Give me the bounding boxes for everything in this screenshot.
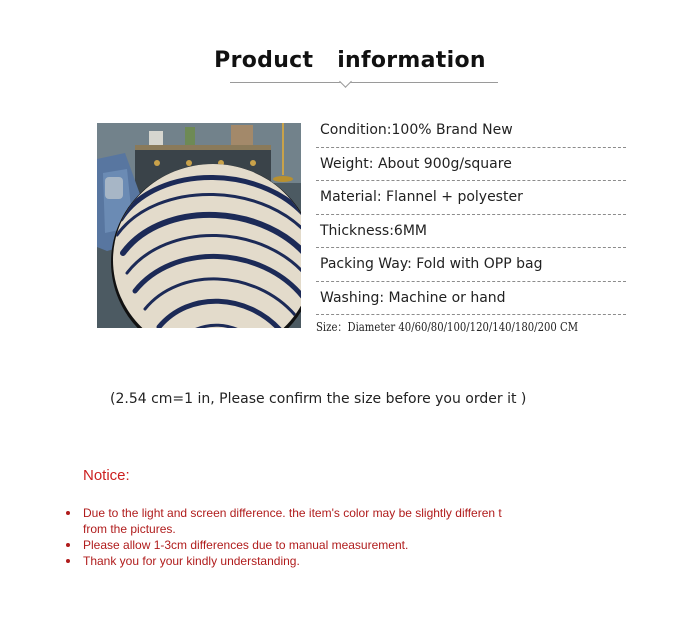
bullet-icon — [66, 559, 70, 563]
notice-list — [66, 505, 506, 569]
spec-thickness: Thickness:6MM — [316, 215, 626, 249]
page-title: Product information — [214, 48, 486, 73]
notice-item — [66, 505, 506, 537]
spec-material: Material: Flannel + polyester — [316, 181, 626, 215]
notice-item-text: Due to the light and screen difference. the item's color may be slightly differen t from the pictures. — [83, 506, 502, 536]
bullet-icon — [66, 543, 70, 547]
notice-item-text: Thank you for your kindly understanding. — [83, 554, 300, 568]
notice-item — [66, 537, 506, 553]
size-note: (2.54 cm=1 in, Please confirm the size before you order it ) — [110, 391, 527, 407]
notice-item — [66, 553, 506, 569]
bullet-icon — [66, 511, 70, 515]
notice-title: Notice: — [83, 467, 130, 484]
title-divider-notch — [339, 75, 352, 88]
notice-item-text: Please allow 1-3cm differences due to manual measurement. — [83, 538, 409, 552]
spec-size: Size：Diameter 40/60/80/100/120/140/180/200 CM — [316, 320, 579, 334]
title-divider — [230, 82, 498, 83]
spec-condition: Condition:100% Brand New — [316, 114, 626, 148]
spec-list — [316, 114, 626, 315]
spec-washing: Washing: Machine or hand — [316, 282, 626, 316]
spec-weight: Weight: About 900g/square — [316, 148, 626, 182]
spec-packing: Packing Way: Fold with OPP bag — [316, 248, 626, 282]
product-photo — [97, 123, 301, 328]
